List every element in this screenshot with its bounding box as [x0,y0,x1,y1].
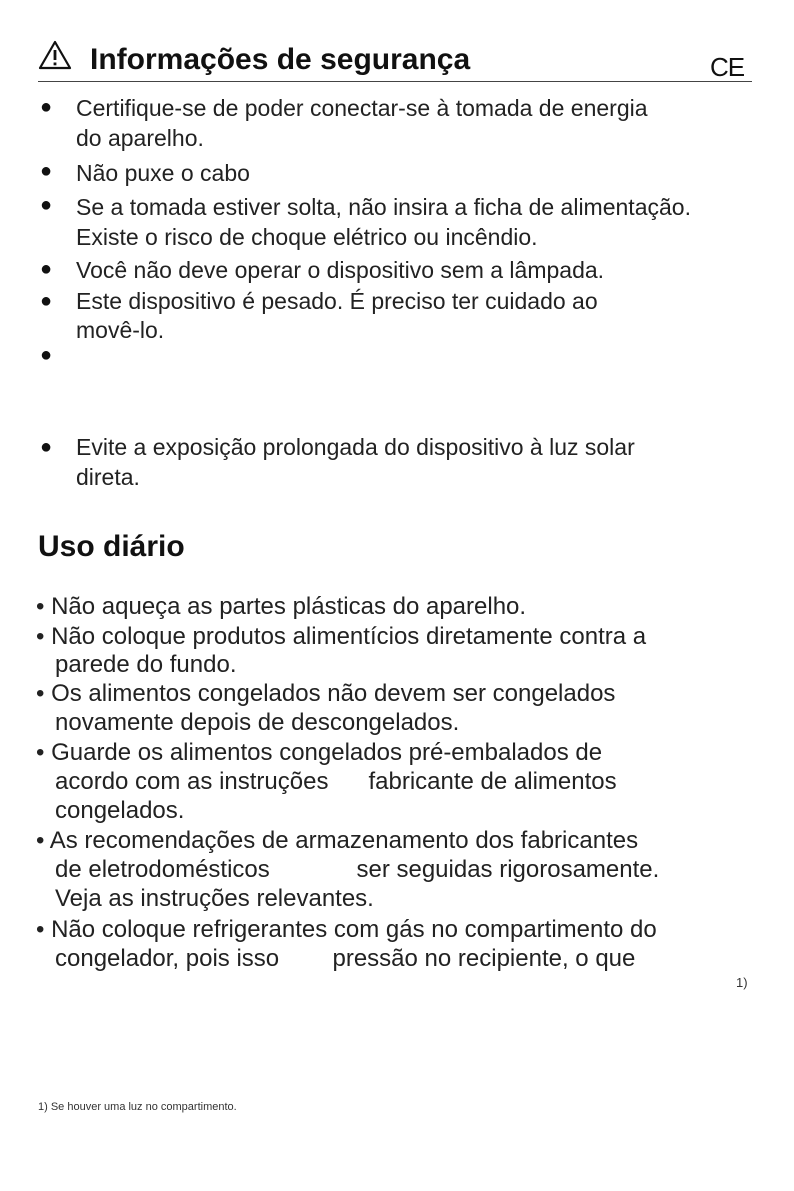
daily-item-5-line-3: Veja as instruções relevantes. [55,885,374,912]
safety-item-1-line-2: do aparelho. [76,125,204,151]
safety-item-7-line-1: Evite a exposição prolongada do dispositivo à luz solar [76,434,635,460]
safety-item-3-line-2: Existe o risco de choque elétrico ou incêndio. [76,224,538,250]
footnote-reference: 1) [736,975,748,990]
daily-item-4-line-3: congelados. [55,797,185,824]
daily-item-5-line-1: • As recomendações de armazenamento dos fabricantes [36,827,639,854]
safety-item-7-line-2: direta. [76,464,140,490]
footnote: 1) Se houver uma luz no compartimento. [38,1101,237,1113]
daily-use-title: Uso diário [38,530,185,563]
safety-item-3-line-1: Se a tomada estiver solta, não insira a ficha de alimentação. [76,194,691,220]
daily-item-3-line-1: • Os alimentos congelados não devem ser congelados [36,680,616,707]
daily-item-5-line-2: de eletrodomésticos ser seguidas rigorosamente. [55,856,660,883]
daily-item-4-line-1: • Guarde os alimentos congelados pré-embalados de [36,739,603,766]
safety-item-2-line-1: Não puxe o cabo [76,160,250,186]
daily-item-6-line-2: congelador, pois isso pressão no recipiente, o que [55,945,636,972]
daily-item-1-line-1: • Não aqueça as partes plásticas do aparelho. [36,593,527,620]
daily-item-2-line-2: parede do fundo. [55,651,237,678]
safety-item-1-line-1: Certifique-se de poder conectar-se à tomada de energia [76,95,648,121]
safety-item-5-line-1: Este dispositivo é pesado. É preciso ter cuidado ao [76,288,598,314]
bullet: ● [40,96,53,118]
daily-item-4-line-2: acordo com as instruções fabricante de alimentos [55,768,617,795]
safety-title: Informações de segurança [90,43,471,76]
bullet: ● [40,160,53,182]
daily-item-2-line-1: • Não coloque produtos alimentícios diretamente contra a [36,623,647,650]
safety-item-4-line-1: Você não deve operar o dispositivo sem a lâmpada. [76,257,605,283]
daily-item-3-line-2: novamente depois de descongelados. [55,709,460,736]
ce-mark: CE [710,52,745,82]
bullet: ● [40,436,53,458]
warning-triangle-icon [38,40,72,70]
safety-item-5-line-2: movê-lo. [76,317,165,343]
title-divider [38,81,752,82]
bullet: ● [40,194,53,216]
bullet: ● [40,258,53,280]
daily-item-6-line-1: • Não coloque refrigerantes com gás no compartimento do [36,916,657,943]
bullet-empty: ● [40,344,53,366]
bullet: ● [40,290,53,312]
